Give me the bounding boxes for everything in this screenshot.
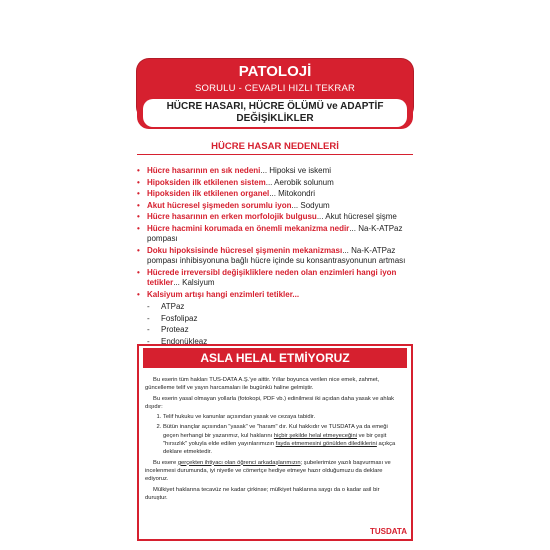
bullet-icon: • <box>137 223 140 233</box>
copyright-title: ASLA HELAL ETMİYORUZ <box>200 351 350 365</box>
copyright-paragraph: Bu esere gerçekten ihtiyacı olan öğrenci arkadaşlarımızın; şubelerimize yazılı başvurması ve incelenmesi durumunda, iyi niyetle ve cömertçe hediye etmeye hazır olduğumuzu da deklare ediyoruz. <box>145 459 391 483</box>
list-item: • Hücre hacmini korumada en önemli mekanizma nedir... Na-K-ATPaz pompası <box>137 223 403 243</box>
list-item: • Akut hücresel şişmeden sorumlu iyon... Sodyum <box>137 200 330 210</box>
section-title: HÜCRE HASAR NEDENLERİ <box>211 141 339 152</box>
bullet-icon: • <box>137 212 140 221</box>
bullet-icon: • <box>137 177 140 187</box>
enzyme-list <box>147 302 417 347</box>
list-item: • Hipoksiden ilk etkilenen sistem... Aerobik solunum <box>137 177 334 187</box>
list-item: • Hipoksiden ilk etkilenen organel... Mitokondri <box>137 189 316 198</box>
bullet-icon: • <box>137 245 140 255</box>
bullet-icon: • <box>137 166 140 175</box>
bullet-icon: • <box>137 200 140 210</box>
copyright-list-item: 2. Bütün inançlar açısından "yasak" ve "haram" dır. Kul hakkıdır ve TUSDATA ya da emeği geçen herhangi bir yazarımız, kul haklarını hiçbir şekilde helal etmeyeceğini ve bir çeşit "hırsızlık" yoluyla elde edilen yayınlarımızın fayda etmemesini gönülden dilediklerini açıkça deklare etmektedir. <box>163 423 403 456</box>
enzyme-item: - Endonükleaz <box>147 336 208 346</box>
section-divider <box>137 154 413 155</box>
book-subtitle: SORULU - CEVAPLI HIZLI TEKRAR <box>194 83 356 94</box>
copyright-paragraph: Mülkiyet haklarına tecavüz ne kadar çirkinse; mülkiyet haklarına saygı da o kadar asil bir duruştur. <box>145 486 380 501</box>
copyright-list-item: 1. Telif hukuku ve kanunlar açısından yasak ve cezaya tabidir. <box>163 413 403 421</box>
list-item: • Hücre hasarının en erken morfolojik bulgusu... Akut hücresel şişme <box>137 212 397 221</box>
copyright-paragraph: Bu eserin yasal olmayan yollarla (fotokopi, PDF vb.) edinilmesi iki açıdan daha yasak ve ahlak dışıdır: <box>145 395 395 410</box>
enzyme-item: - ATPaz <box>147 302 185 311</box>
copyright-text <box>145 376 403 504</box>
enzyme-item: - Proteaz <box>147 325 189 334</box>
bullet-icon: • <box>137 189 140 198</box>
list-item: • Hücre hasarının en sık nedeni... Hipoksi ve iskemi <box>137 166 332 175</box>
list-item: • Doku hipoksisinde hücresel şişmenin mekanizması... Na-K-ATPaz pompası inhibisyonuna bağlı hücre içinde su konsantrasyonunun artması <box>137 245 406 265</box>
enzyme-item: - Fosfolipaz <box>147 313 198 323</box>
copyright-list <box>145 413 403 456</box>
list-item: • Hücrede irreversibl değişikliklere neden olan enzimleri hangi iyon tetikler... Kalsiyum <box>137 267 397 287</box>
topic-title: HÜCRE HASARI, HÜCRE ÖLÜMÜ ve ADAPTİF DEĞİŞİKLİKLER <box>166 101 384 124</box>
list-item: • Kalsiyum artışı hangi enzimleri tetikler... - ATPaz - Fosfolipaz - Proteaz - Endonükleaz <box>137 290 417 348</box>
bullet-icon: • <box>137 267 140 277</box>
copyright-paragraph: Bu eserin tüm hakları TUS-DATA A.Ş.'ye aittir. Yıllar boyunca verilen nice emek, zahmet, güncelleme telif ve yayın harcamaları ile bugünkü haline gelmiştir. <box>145 377 380 392</box>
book-title: PATOLOJİ <box>238 63 312 80</box>
bullet-icon: • <box>137 289 140 299</box>
question-list <box>137 166 417 348</box>
brand-logo: TUSDATA <box>369 527 407 536</box>
